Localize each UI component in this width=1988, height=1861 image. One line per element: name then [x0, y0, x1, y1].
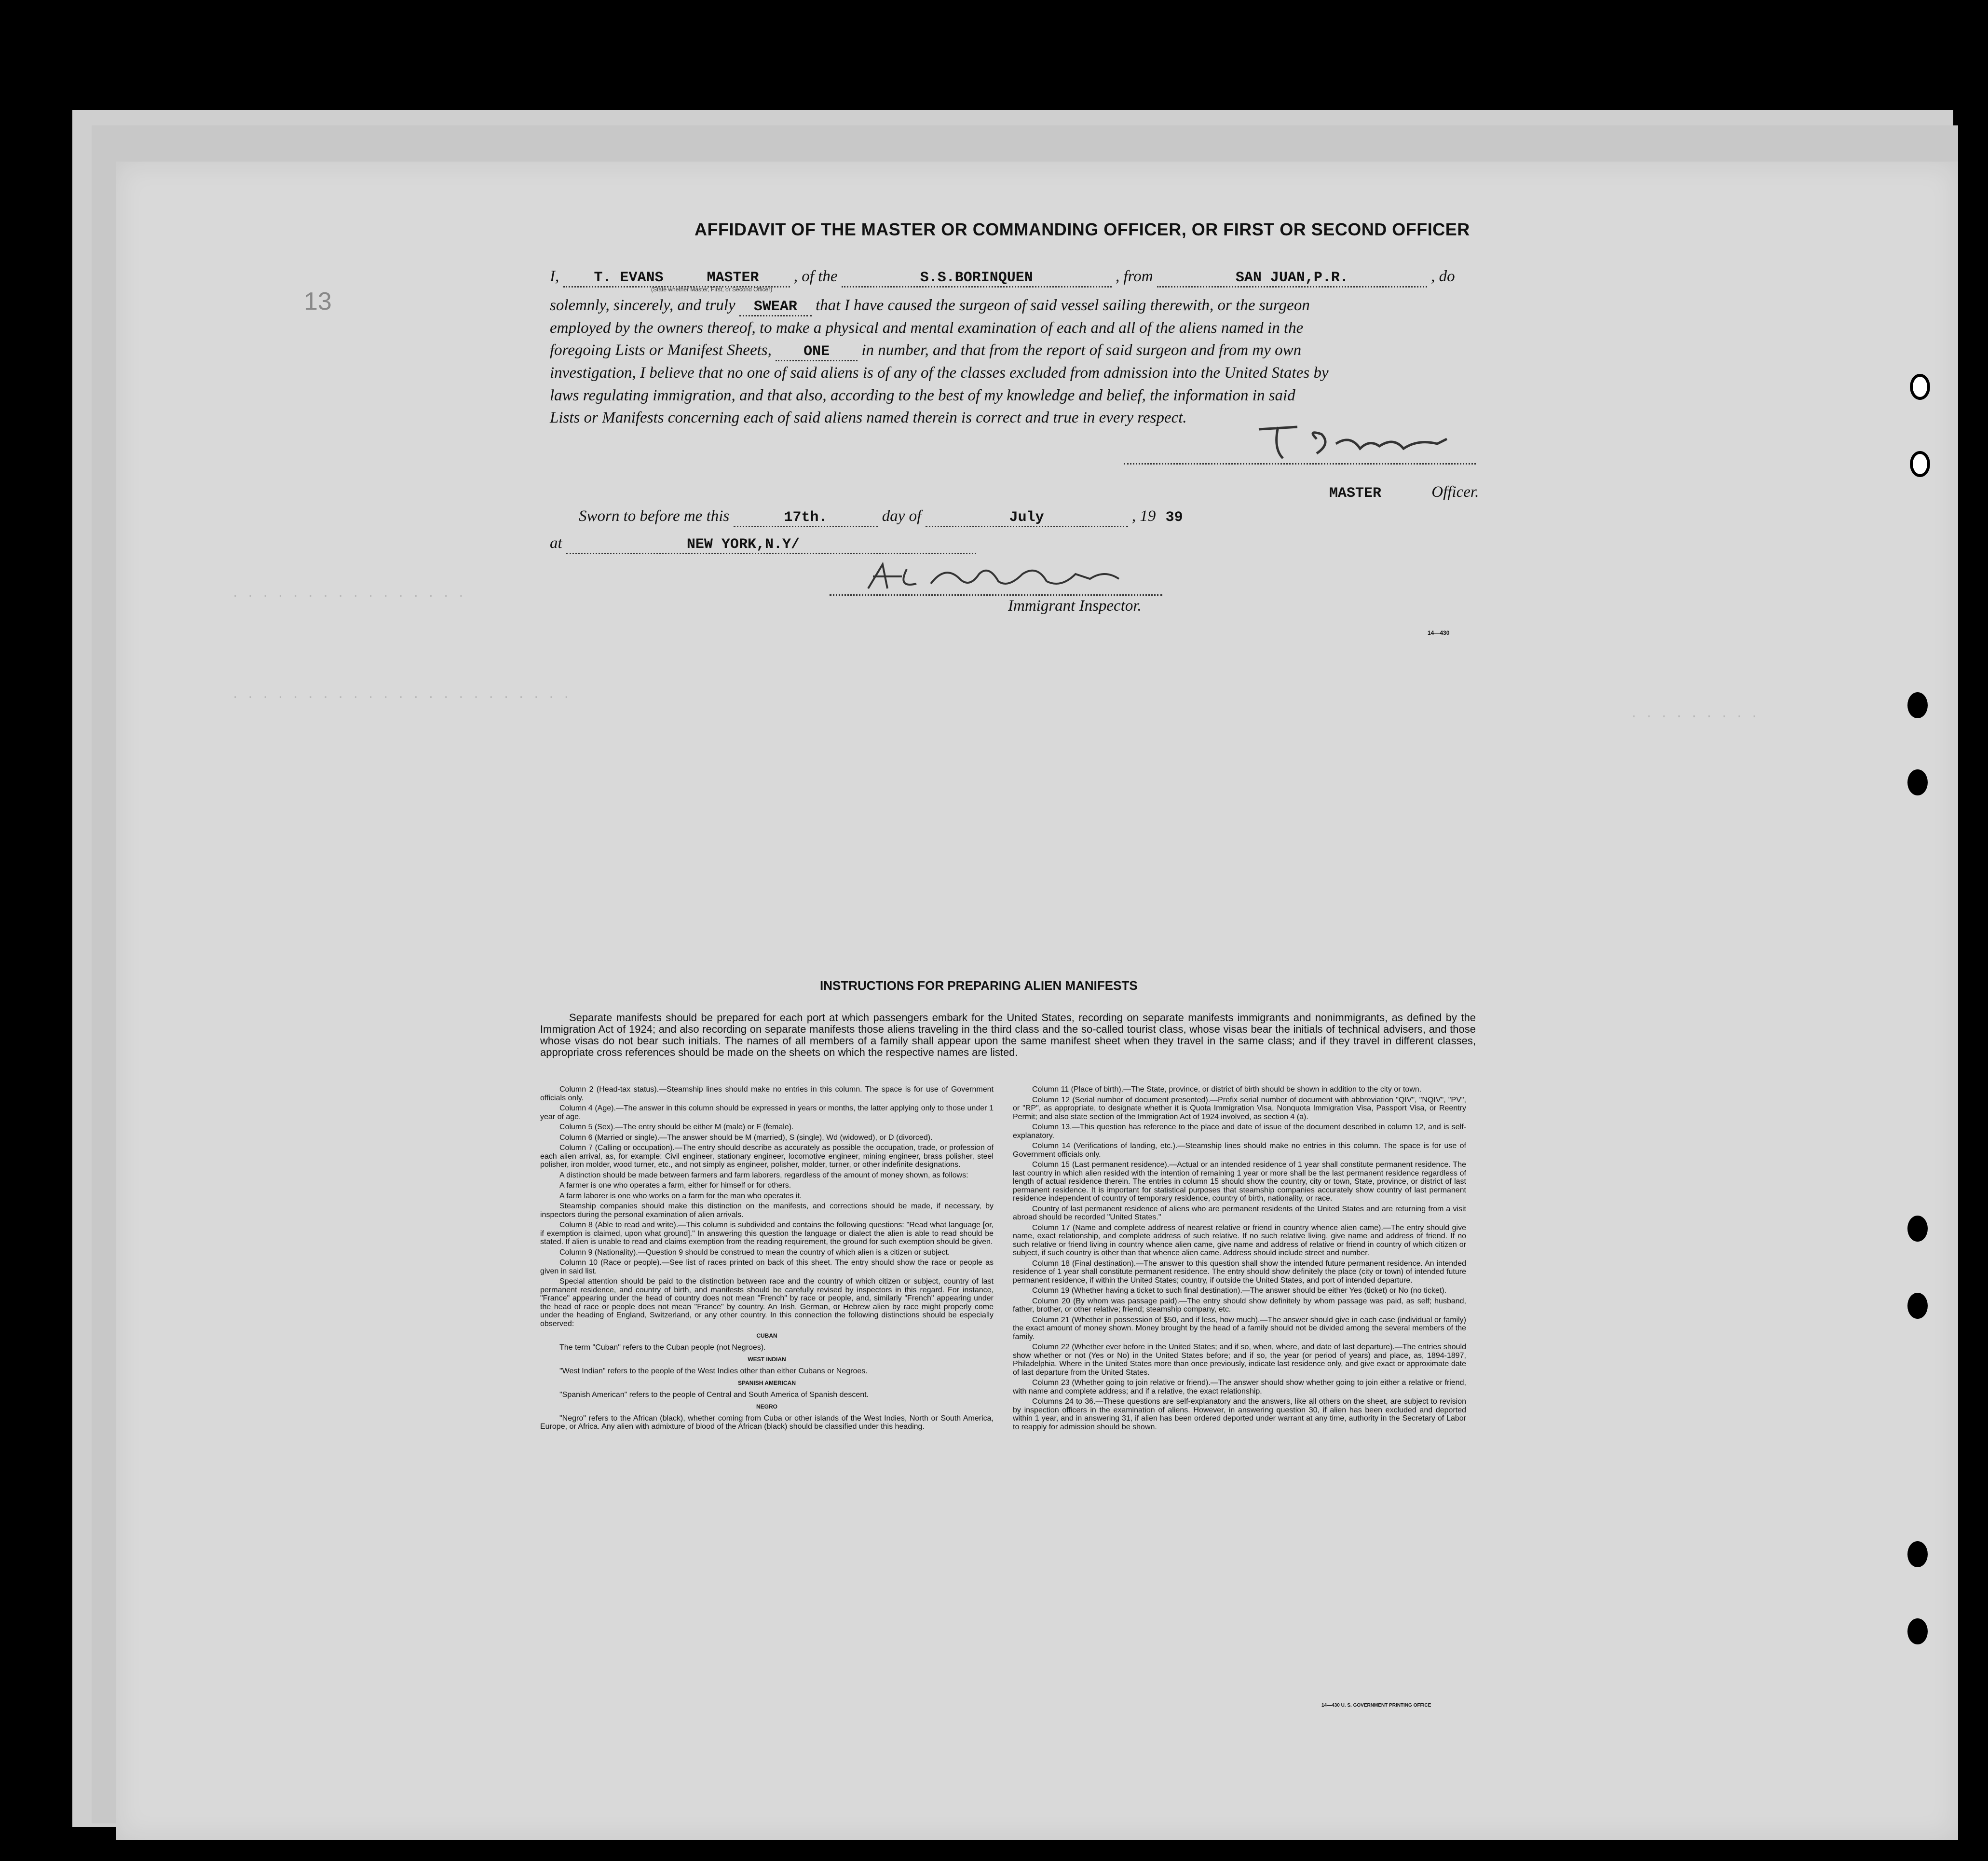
line4-suffix: in number, and that from the report of said surgeon and from my own — [861, 342, 1302, 359]
officer-note: (State whether Master, First, or Second Officer) — [651, 286, 773, 293]
instruction-paragraph: A farmer is one who operates a farm, either for himself or for others. — [559, 1181, 791, 1190]
punch-hole — [1910, 451, 1930, 477]
punch-hole — [1910, 374, 1930, 400]
instructions-right-column — [1013, 1085, 1466, 1433]
instructions-title: INSTRUCTIONS FOR PREPARING ALIEN MANIFESTS — [820, 978, 1138, 993]
punch-hole — [1907, 1541, 1928, 1567]
instruction-paragraph: A distinction should be made between farmers and farm laborers, regardless of the amount of money shown, as follows: — [559, 1171, 968, 1179]
instruction-paragraph: Column 19 (Whether having a ticket to such final destination).—The answer should be either Yes (ticket) or No (no ticket). — [1032, 1286, 1447, 1295]
sworn-month-field: July — [926, 509, 1128, 527]
line2-prefix: solemnly, sincerely, and truly — [550, 297, 735, 314]
affidavit-line-7: Lists or Manifests concerning each of said aliens named therein is correct and true in every respect. — [550, 409, 1187, 426]
line1-end: , do — [1431, 268, 1455, 285]
heading-cuban: CUBAN — [756, 1332, 777, 1339]
heading-west-indian: WEST INDIAN — [748, 1356, 786, 1363]
affidavit-line-4 — [550, 342, 1301, 361]
location-field: NEW YORK,N.Y/ — [566, 536, 976, 554]
instruction-paragraph: Column 23 (Whether going to join relative or friend).—The answer should show whether going to join either a relative or friend, with name and complete address; and if a relative, the exact relationship. — [1013, 1379, 1466, 1396]
inspector-label: Immigrant Inspector. — [1008, 597, 1142, 615]
oath-field: SWEAR — [739, 299, 812, 316]
affidavit-line-5: investigation, I believe that no one of said aliens is of any of the classes excluded from admission into the United States by — [550, 364, 1329, 382]
heading-spanish-american: SPANISH AMERICAN — [737, 1380, 796, 1386]
instruction-paragraph: Column 22 (Whether ever before in the United States; and if so, when, where, and date of last departure).—The entries should show whether or not (Yes or No) in the United States before; and if so, the year (or period of years) and place, as, 1894-1897, Philadelphia. Where in the United States more than once previously, indicate last residence only, and give exact or approximate date of last departure from the United States. — [1013, 1343, 1466, 1377]
instruction-paragraph: Country of last permanent residence of aliens who are permanent residents of the United States and are returning from a visit abroad should be recorded "United States." — [1013, 1204, 1466, 1221]
instruction-paragraph: Steamship companies should make this distinction on the manifests, and corrections should be made, if necessary, by inspectors during the personal examination of alien arrivals. — [540, 1202, 994, 1219]
instruction-paragraph: Column 7 (Calling or occupation).—The entry should describe as accurately as possible the occupation, trade, or profession of each alien arrival, as, for example: Civil engineer, stationary engineer, locomotive engineer, mining engineer, brass polisher, steel polisher, iron molder, wood turner, etc., and not simply as engineer, polisher, molder, turner, or other indefinite designations. — [540, 1144, 994, 1169]
instruction-paragraph: Column 4 (Age).—The answer in this column should be expressed in years or months, the latter applying only to those under 1 year of age. — [540, 1104, 994, 1121]
instruction-paragraph: The term "Cuban" refers to the Cuban people (not Negroes). — [559, 1343, 766, 1352]
instruction-paragraph: "Negro" refers to the African (black), whether coming from Cuba or other islands of the West Indies, North or South America, Europe, or Africa. Any alien with admixture of blood of the African (black) should be classified under this heading. — [540, 1414, 994, 1431]
line1-prefix: I, — [550, 268, 559, 285]
affidavit-line-6: laws regulating immigration, and that also, according to the best of my knowledge and belief, the information in said — [550, 387, 1295, 404]
printing-office-footer: 14—430 U. S. GOVERNMENT PRINTING OFFICE — [1321, 1703, 1431, 1708]
bleed-through: . . . . . . . . . . . . . . . . — [231, 586, 465, 601]
port-from-field: SAN JUAN,P.R. — [1157, 270, 1427, 287]
instruction-paragraph: Column 13.—This question has reference to the place and date of issue of the document described in column 12, and is self-explanatory. — [1013, 1123, 1466, 1140]
instruction-paragraph: Column 11 (Place of birth).—The State, province, or district of birth should be shown in addition to the city or town. — [1032, 1085, 1422, 1094]
line4-prefix: foregoing Lists or Manifest Sheets, — [550, 342, 772, 359]
instruction-paragraph: Column 6 (Married or single).—The answer should be M (married), S (single), Wd (widowed), or D (divorced). — [559, 1133, 933, 1142]
instruction-paragraph: Column 9 (Nationality).—Question 9 should be construed to mean the country of which alien is a citizen or subject. — [559, 1248, 950, 1257]
vessel-field: S.S.BORINQUEN — [842, 270, 1112, 287]
sworn-day-field: 17th. — [734, 509, 878, 527]
page-marker: 13 — [304, 287, 332, 315]
day-of-label: day of — [882, 507, 922, 525]
instruction-paragraph: Column 21 (Whether in possession of $50, and if less, how much).—The answer should give in each case (individual or family) the exact amount of money shown. Money brought by the head of a family should not be divided among the several members of the family. — [1013, 1315, 1466, 1341]
heading-negro: NEGRO — [756, 1403, 777, 1410]
instruction-paragraph: Column 15 (Last permanent residence).—Actual or an intended residence of 1 year shall constitute permanent residence. The last country in which alien resided with the intention of remaining 1 year or more shall be the last permanent residence regardless of length of actual residence therein. The entries in column 15 should show the country, city or town, State, province, or district of last permanent residence. It is important for statistical purposes that steamship companies accurately show country of last permanent residence independent of country of temporary residence, country of birth, nationality, or race. — [1013, 1161, 1466, 1203]
line1-from: , from — [1115, 268, 1153, 285]
instruction-paragraph: Column 12 (Serial number of document presented).—Prefix serial number of document with abbreviation "QIV", "NQIV", "PV", or "RP", as appropriate, to designate whether it is Quota Immigration Visa, Nonquota Immigration Visa, Passport Visa, or Reentry Permit; and also state section of the Immigration Act of 1924 involved, as section 4 (a). — [1013, 1095, 1466, 1121]
officer-signature-line — [1124, 463, 1476, 465]
bleed-through: . . . . . . . . . . . . . . . . . . . . . . . — [231, 687, 571, 702]
punch-hole — [1907, 692, 1928, 718]
sworn-prefix: Sworn to before me this — [579, 507, 730, 525]
punch-hole — [1907, 1216, 1928, 1242]
affidavit-line-1 — [550, 268, 1455, 287]
master-name-field: T. EVANS MASTER — [563, 270, 790, 287]
sheets-count-field: ONE — [776, 343, 858, 361]
instruction-paragraph: Column 18 (Final destination).—The answer to this question shall show the intended future permanent residence. An intended residence of 1 year shall constitute permanent residence. The entry should show definitely the place (city or town) of intended future permanent residence, if within the United States; country, if outside the United States, and port of intended departure. — [1013, 1259, 1466, 1285]
instruction-paragraph: Column 2 (Head-tax status).—Steamship lines should make no entries in this column. The space is for use of Government officials only. — [540, 1085, 994, 1102]
instructions-intro: Separate manifests should be prepared for each port at which passengers embark for the United States, recording on separate manifests immigrants and nonimmigrants, as defined by the Immigration Act of 1924; and also recording on separate manifests those aliens traveling in the third class and the so-called tourist class, whose visas bear the initials of technical advisers, and those whose visas do not bear such initials. The names of all members of a family shall appear upon the same manifest sheet when they travel in the same class; and if they travel in different classes, appropriate cross references should be made on the sheets on which the respective names are listed. — [540, 1012, 1476, 1058]
instruction-paragraph: Column 8 (Able to read and write).—This column is subdivided and contains the following questions: "Read what language [or, if exemption is claimed, upon what ground]." In answering this question the language or dialect the alien is able to read should be stated. If alien is unable to read and claims exemption from the reading requirement, the ground for such exemption should be given. — [540, 1221, 994, 1246]
punch-hole — [1907, 1618, 1928, 1644]
instruction-paragraph: Column 14 (Verifications of landing, etc.).—Steamship lines should make no entries in this column. The space is for use of Government officials only. — [1013, 1142, 1466, 1159]
officer-rank-line — [1283, 483, 1479, 502]
instruction-paragraph: "West Indian" refers to the people of the West Indies other than either Cubans or Negroes. — [559, 1367, 868, 1375]
affidavit-title: AFFIDAVIT OF THE MASTER OR COMMANDING OFFICER, OR FIRST OR SECOND OFFICER — [694, 219, 1470, 239]
line1-of: , of the — [793, 268, 838, 285]
rank-field: MASTER — [1329, 485, 1382, 502]
punch-hole — [1907, 1293, 1928, 1319]
year-field: 39 — [1165, 509, 1183, 526]
instruction-paragraph: Column 20 (By whom was passage paid).—The entry should show definitely by whom passage was paid, as self; husband, father, brother, or other relative; friend; steamship company, etc. — [1013, 1297, 1466, 1314]
instructions-left-column — [540, 1085, 994, 1433]
instruction-paragraph: "Spanish American" refers to the people of Central and South America of Spanish descent. — [559, 1390, 869, 1399]
instruction-paragraph: Special attention should be paid to the distinction between race and the country of which citizen or subject, country of last permanent residence, and country of birth, and manifests should be carefully revised by inspectors in this regard. For instance, "France" appearing under the head of country does not mean "French" by race or people, and, similarly "French" appearing under the head of race or people does not mean "France" by country. An Irish, German, or Hebrew alien by race might properly come under the heading of England, Switzerland, or any other country. In this connection the following distinctions should be especially observed: — [540, 1277, 994, 1328]
instruction-paragraph: Column 10 (Race or people).—See list of races printed on back of this sheet. The entry should show the race or people as given in said list. — [540, 1259, 994, 1275]
instruction-paragraph: Columns 24 to 36.—These questions are self-explanatory and the answers, like all others on the sheet, are subject to revision by inspection officers in the examination of aliens. However, in answering question 30, if alien has been excluded and deported within 1 year, and in answering 31, if alien has been ordered deported under warrant at any time, authority in the Secretary of Labor to reapply for admission should be shown. — [1013, 1397, 1466, 1431]
affidavit-line-3: employed by the owners thereof, to make a physical and mental examination of each and all of the aliens named in the — [550, 319, 1304, 337]
at-label: at — [550, 534, 562, 552]
officer-label: Officer. — [1431, 483, 1479, 501]
year-prefix: , 19 — [1131, 507, 1156, 525]
form-code: 14—430 — [1428, 629, 1450, 636]
affidavit-line-2 — [550, 297, 1310, 316]
inspector-signature-line — [830, 594, 1162, 596]
instruction-paragraph: Column 5 (Sex).—The entry should be either M (male) or F (female). — [559, 1123, 794, 1131]
line2-suffix: that I have caused the surgeon of said vessel sailing therewith, or the surgeon — [816, 297, 1310, 314]
instruction-paragraph: A farm laborer is one who works on a farm for the man who operates it. — [559, 1191, 802, 1200]
sworn-line — [579, 507, 1189, 527]
at-line — [550, 534, 976, 554]
bleed-through: . . . . . . . . . — [1630, 707, 1758, 721]
instruction-paragraph: Column 17 (Name and complete address of nearest relative or friend in country whence alien came).—The entry should give name, exact relationship, and complete address of such relative. If no such relative living, give name and address of friend. If no such relative or friend living in country whence alien came, give name and address of relative or friend in country of which citizen or subject, if such country is other than that whence alien came. Address should include street and number. — [1013, 1223, 1466, 1257]
punch-hole — [1907, 769, 1928, 795]
